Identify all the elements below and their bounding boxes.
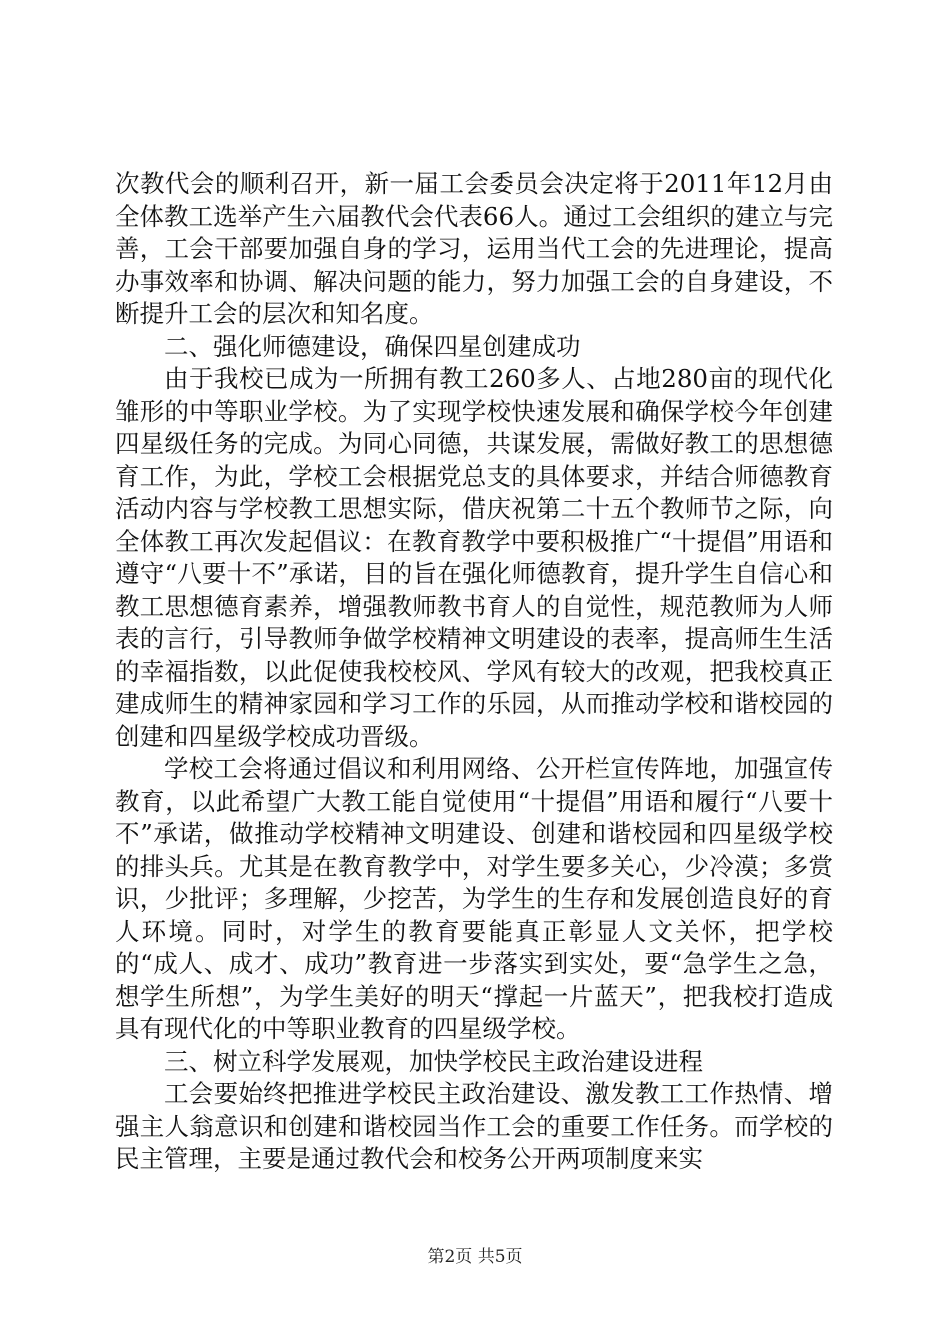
paragraph-continuation: 次教代会的顺利召开，新一届工会委员会决定将于2011年12月由全体教工选举产生六届教代会代表66人。通过工会组织的建立与完善，工会干部要加强自身的学习，运用当代工会的先进理论，提高办事效率和协调、解决问题的能力，努力加强工会的自身建设，不断提升工会的层次和知名度。 bbox=[115, 169, 833, 328]
paragraph-democratic-management: 工会要始终把推进学校民主政治建设、激发教工工作热情、增强主人翁意识和创建和谐校园当作工会的重要工作任务。而学校的民主管理，主要是通过教代会和校务公开两项制度来实 bbox=[115, 1079, 833, 1173]
paragraph-union-publicity: 学校工会将通过倡议和利用网络、公开栏宣传阵地，加强宣传教育，以此希望广大教工能自觉使用“十提倡”用语和履行“八要十不”承诺，做推动学校精神文明建设、创建和谐校园和四星级学校的排头兵。尤其是在教育教学中，对学生要多关心，少冷漠；多赏识，少批评；多理解，少挖苦，为学生的生存和发展创造良好的育人环境。同时，对学生的教育要能真正彰显人文关怀，把学校的“成人、成才、成功”教育进一步落实到实处，要“急学生之急，想学生所想”，为学生美好的明天“撑起一片蓝天”，把我校打造成具有现代化的中等职业教育的四星级学校。 bbox=[115, 754, 833, 1043]
section-heading-3: 三、树立科学发展观，加快学校民主政治建设进程 bbox=[164, 1046, 703, 1076]
page-number-footer: 第2页 共5页 bbox=[427, 1247, 523, 1267]
document-body bbox=[115, 168, 833, 1176]
section-heading-2: 二、强化师德建设，确保四星创建成功 bbox=[164, 331, 581, 361]
paragraph-teacher-ethics: 由于我校已成为一所拥有教工260多人、占地280亩的现代化雏形的中等职业学校。为了实现学校快速发展和确保学校今年创建四星级任务的完成。为同心同德，共谋发展，需做好教工的思想德育工作，为此，学校工会根据党总支的具体要求，并结合师德教育活动内容与学校教工思想实际，借庆祝第二十五个教师节之际，向全体教工再次发起倡议：在教育教学中要积极推广“十提倡”用语和遵守“八要十不”承诺，目的旨在强化师德教育，提升学生自信心和教工思想德育素养，增强教师教书育人的自觉性，规范教师为人师表的言行，引导教师争做学校精神文明建设的表率，提高师生生活的幸福指数，以此促使我校校风、学风有较大的改观，把我校真正建成师生的精神家园和学习工作的乐园，从而推动学校和谐校园的创建和四星级学校成功晋级。 bbox=[115, 364, 833, 751]
